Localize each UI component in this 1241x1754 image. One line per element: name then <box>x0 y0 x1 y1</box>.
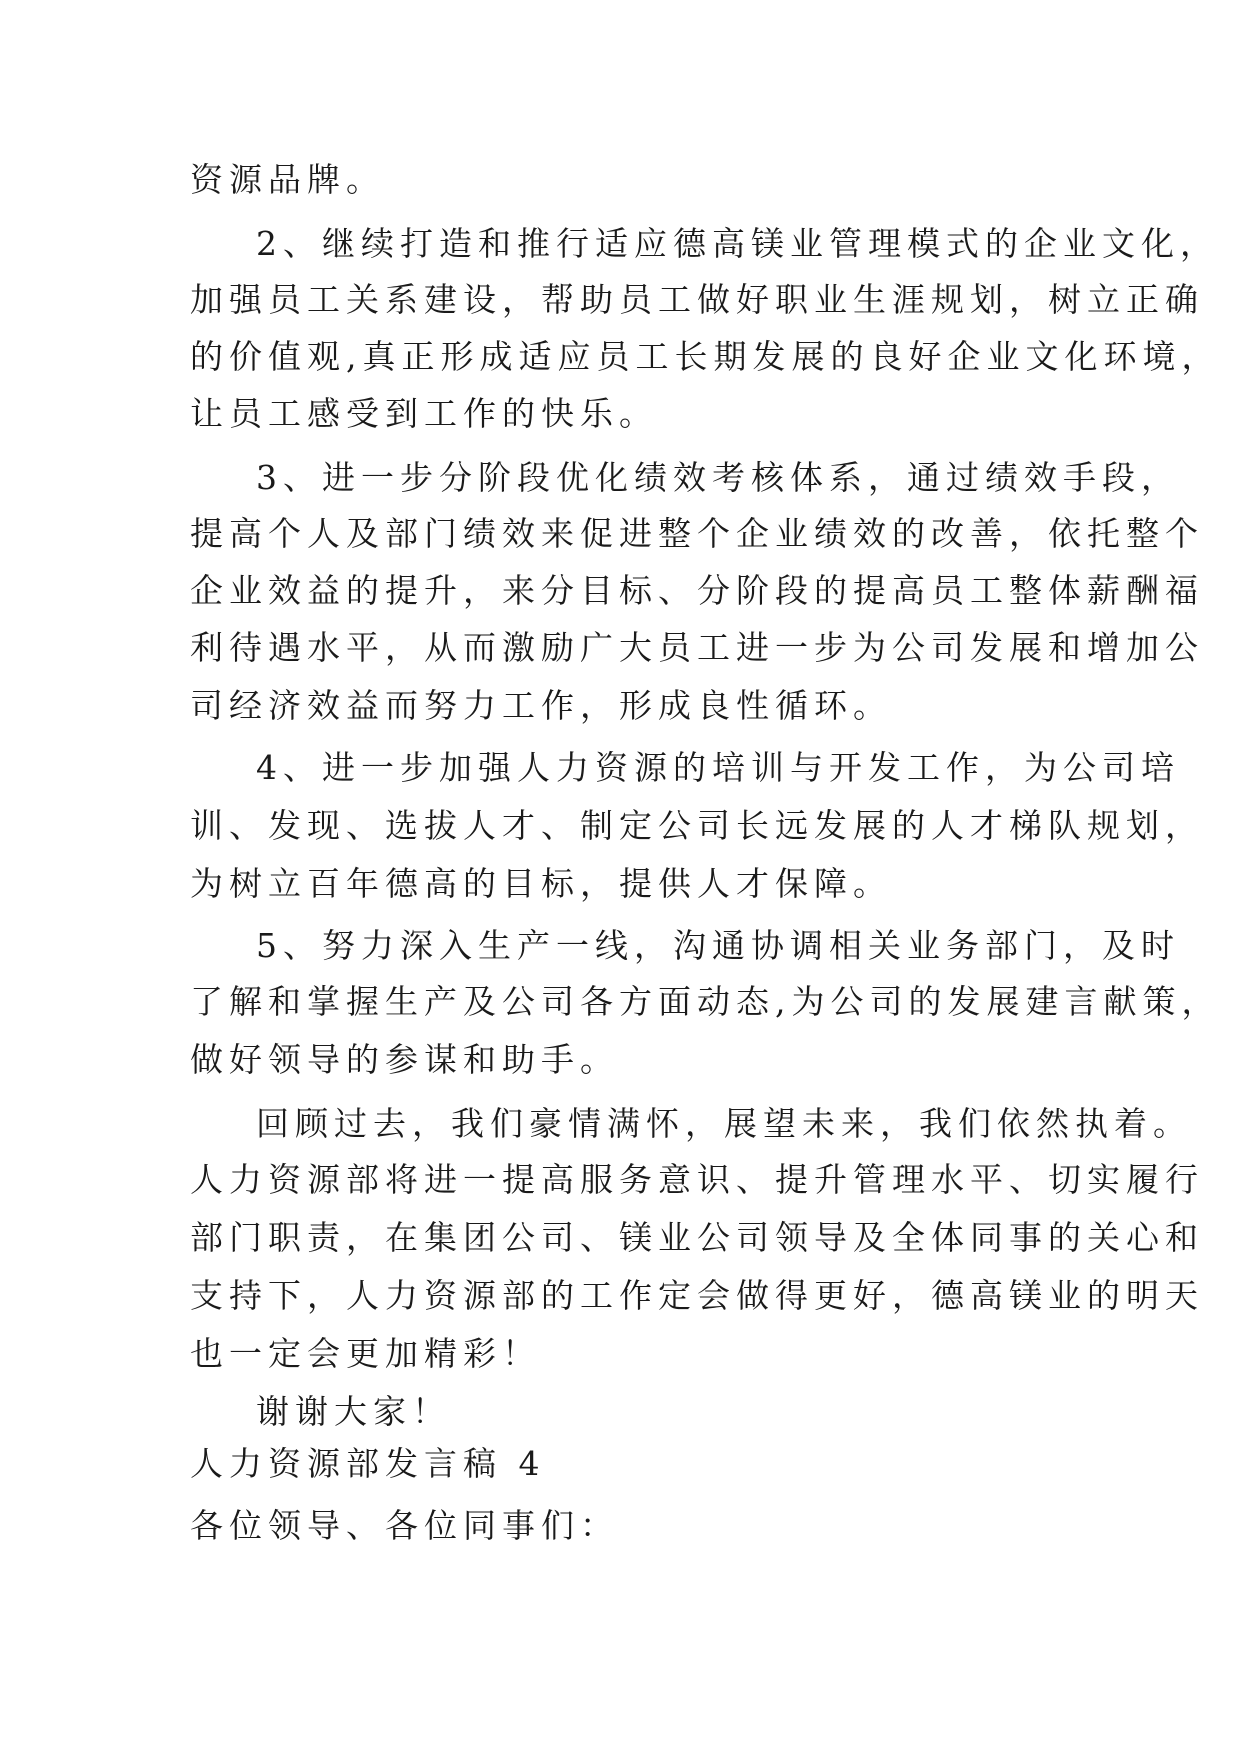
text-line: 回顾过去，我们豪情满怀，展望未来，我们依然执着。 <box>256 1104 1192 1143</box>
text-line: 3、进一步分阶段优化绩效考核体系，通过绩效手段， <box>256 458 1180 497</box>
text-line: 提高个人及部门绩效来促进整个企业绩效的改善，依托整个 <box>190 514 1204 553</box>
text-line: 企业效益的提升，来分目标、分阶段的提高员工整体薪酬福 <box>190 571 1204 610</box>
text-line: 支持下，人力资源部的工作定会做得更好，德高镁业的明天 <box>190 1276 1204 1315</box>
text-line: 谢谢大家！ <box>256 1392 451 1431</box>
text-line: 部门职责，在集团公司、镁业公司领导及全体同事的关心和 <box>190 1218 1204 1257</box>
section-title: 人力资源部发言稿 4 <box>190 1444 546 1483</box>
text-line: 为树立百年德高的目标，提供人才保障。 <box>190 864 892 903</box>
text-line: 做好领导的参谋和助手。 <box>190 1040 619 1079</box>
text-line: 了解和掌握生产及公司各方面动态,为公司的发展建言献策， <box>190 982 1221 1021</box>
text-line: 司经济效益而努力工作，形成良性循环。 <box>190 686 892 725</box>
text-line: 加强员工关系建设，帮助员工做好职业生涯规划，树立正确 <box>190 280 1204 319</box>
text-line: 让员工感受到工作的快乐。 <box>190 394 658 433</box>
text-line: 4、进一步加强人力资源的培训与开发工作，为公司培 <box>256 748 1180 787</box>
text-line: 资源品牌。 <box>190 160 385 199</box>
text-line: 5、努力深入生产一线，沟通协调相关业务部门，及时 <box>256 926 1180 965</box>
salutation: 各位领导、各位同事们： <box>190 1506 619 1545</box>
text-line: 利待遇水平，从而激励广大员工进一步为公司发展和增加公 <box>190 628 1204 667</box>
text-line: 的价值观,真正形成适应员工长期发展的良好企业文化环境， <box>190 337 1221 376</box>
text-line: 人力资源部将进一提高服务意识、提升管理水平、切实履行 <box>190 1160 1204 1199</box>
text-line: 2、继续打造和推行适应德高镁业管理模式的企业文化， <box>256 224 1219 263</box>
text-line: 训、发现、选拔人才、制定公司长远发展的人才梯队规划， <box>190 806 1204 845</box>
text-line: 也一定会更加精彩！ <box>190 1334 541 1373</box>
